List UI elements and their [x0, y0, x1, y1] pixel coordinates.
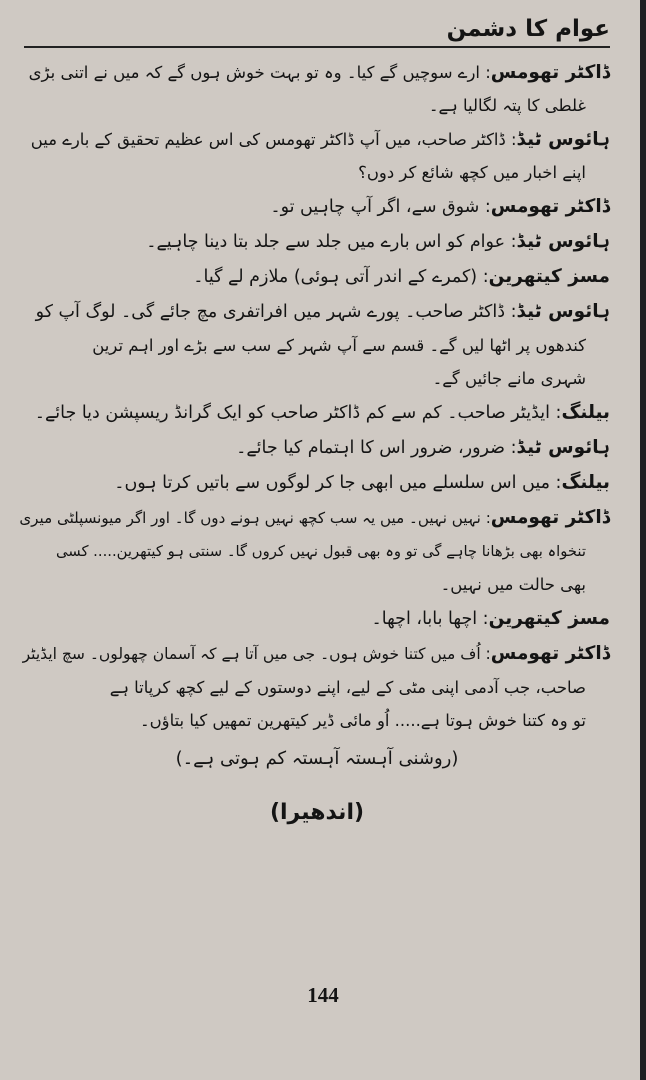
dialogue-continuation: اپنے اخبار میں کچھ شائع کر دوں؟ [358, 163, 586, 182]
dialogue-paragraph [24, 295, 610, 395]
dialogue-continuation: بھی حالت میں نہیں۔ [440, 575, 586, 594]
dialogue-text: : ڈاکٹر صاحب۔ پورے شہر میں افراتفری مچ جائے گی۔ لوگ آپ کو [35, 302, 517, 322]
speaker-name: ہائوس ٹیڈ [516, 301, 610, 322]
dialogue-text: : ایڈیٹر صاحب۔ کم سے کم ڈاکٹر صاحب کو ایک گرانڈ ریسپشن دیا جائے۔ [34, 403, 562, 423]
page-number: 144 [307, 983, 339, 1007]
speaker-name: ہائوس ٹیڈ [516, 231, 610, 252]
dialogue-line [24, 260, 610, 294]
dialogue-line [24, 466, 610, 500]
dialogue-line [24, 602, 610, 636]
stage-direction: (روشنی آہستہ آہستہ کم ہوتی ہے۔) [175, 748, 459, 769]
dialogue-line [24, 637, 610, 671]
dialogue-line [24, 56, 610, 89]
dialogue-text: : ضرور، ضرور اس کا اہتمام کیا جائے۔ [236, 438, 517, 458]
book-title: عوام کا دشمن [446, 16, 610, 42]
running-header [24, 12, 610, 46]
dialogue-paragraph [24, 466, 610, 500]
dialogue-text: : میں اس سلسلے میں ابھی جا کر لوگوں سے باتیں کرتا ہوں۔ [114, 473, 562, 493]
dialogue-line [24, 431, 610, 465]
dialogue-continuation: غلطی کا پتہ لگالیا ہے۔ [428, 96, 586, 115]
dialogue-paragraph [24, 637, 610, 737]
dialogue-continuation: صاحب، جب آدمی اپنی مٹی کے لیے، اپنے دوستوں کے لیے کچھ کرپاتا ہے [109, 678, 586, 697]
dialogue-paragraph [24, 190, 610, 224]
dialogue-paragraph [24, 225, 610, 259]
dialogue-paragraph [24, 260, 610, 294]
dialogue-continuation: تو وہ کتنا خوش ہوتا ہے..... اُو مائی ڈیر کیتھرین تمھیں کیا بتاؤں۔ [139, 711, 586, 730]
dialogue-line [24, 295, 610, 329]
dialogue-paragraph [24, 56, 610, 122]
dialogue-line [24, 396, 610, 430]
dialogue-continuation: تنخواہ بھی بڑھانا چاہے گی تو وہ بھی قبول نہیں کروں گا۔ سنتی ہو کیتھرین..... کسی [55, 543, 586, 560]
dialogue-line [24, 190, 610, 224]
dialogue-paragraph [24, 396, 610, 430]
dialogue-text: : اُف میں کتنا خوش ہوں۔ جی میں آتا ہے کہ آسمان چھولوں۔ سچ ایڈیٹر [22, 645, 491, 663]
dialogue-paragraph [24, 431, 610, 465]
scene-ending: (اندھیرا) [269, 800, 365, 825]
dialogue-text: : عوام کو اس بارے میں جلد سے جلد بتا دینا چاہیے۔ [146, 232, 517, 252]
speaker-name: ڈاکٹر تھومس [490, 196, 610, 217]
dialogue-text: : ارے سوچیں گے کیا۔ وہ تو بہت خوش ہوں گے کہ میں نے اتنی بڑی [28, 63, 491, 82]
dialogue-text: : ڈاکٹر صاحب، میں آپ ڈاکٹر تھومس کی اس عظیم تحقیق کے بارے میں [30, 130, 517, 149]
dialogue-continuation: شہری مانے جائیں گے۔ [432, 369, 586, 388]
speaker-name: بیلنگ [561, 402, 610, 423]
dialogue-line [19, 501, 610, 535]
dialogue-paragraph [24, 123, 610, 189]
header-divider [24, 46, 610, 48]
stage-block [24, 739, 610, 833]
speaker-name: ہائوس ٹیڈ [516, 129, 610, 150]
dialogue-text: : اچھا بابا، اچھا۔ [371, 609, 489, 629]
dialogue-paragraph [24, 602, 610, 636]
speaker-name: ڈاکٹر تھومس [490, 507, 610, 528]
dialogue-paragraph [19, 501, 610, 601]
dialogue-line [24, 225, 610, 259]
play-dialogue [19, 56, 610, 833]
speaker-name: مسز کیتھرین [488, 608, 610, 629]
dialogue-text: : شوق سے، اگر آپ چاہیں تو۔ [270, 197, 491, 217]
speaker-name: ڈاکٹر تھومس [490, 643, 610, 664]
dialogue-continuation: کندھوں پر اٹھا لیں گے۔ قسم سے آپ شہر کے سب سے بڑے اور اہم ترین [92, 336, 586, 355]
dialogue-text: : نہیں نہیں۔ میں یہ سب کچھ نہیں ہونے دوں گا۔ اور اگر میونسپلٹی میری [19, 509, 491, 527]
dialogue-text: : (کمرے کے اندر آتی ہوئی) ملازم لے گیا۔ [193, 267, 489, 287]
dialogue-line [24, 123, 610, 156]
speaker-name: ہائوس ٹیڈ [516, 437, 610, 458]
speaker-name: بیلنگ [561, 472, 610, 493]
speaker-name: ڈاکٹر تھومس [490, 62, 610, 83]
speaker-name: مسز کیتھرین [488, 266, 610, 287]
